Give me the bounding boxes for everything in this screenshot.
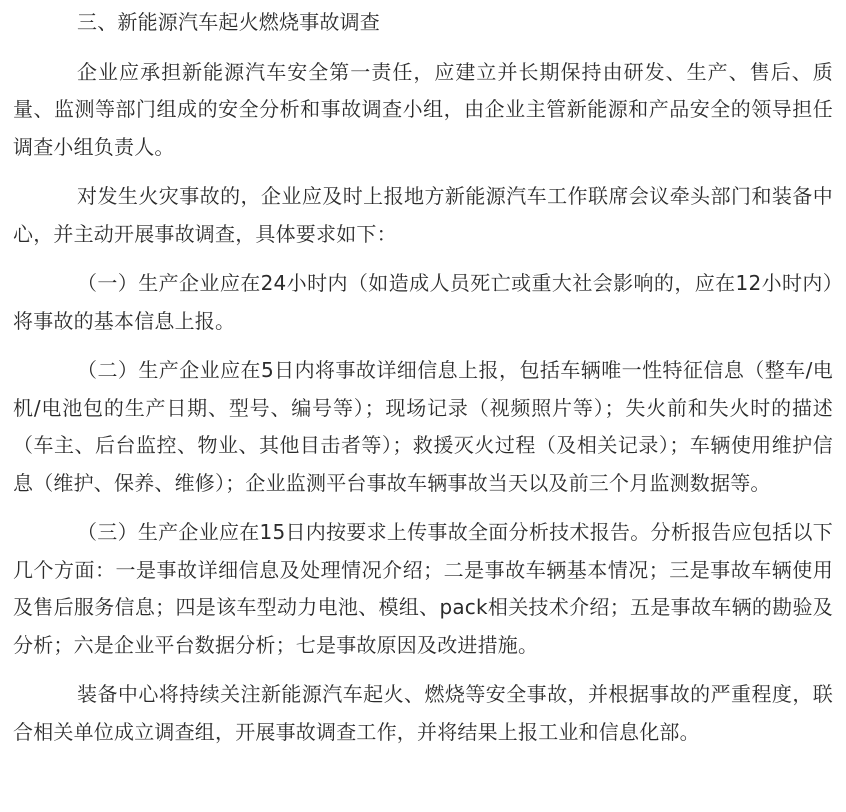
paragraph-requirement-1: （一）生产企业应在24小时内（如造成人员死亡或重大社会影响的，应在12小时内）将事故的基本信息上报。 <box>13 271 833 333</box>
paragraph-follow-up: 装备中心将持续关注新能源汽车起火、燃烧等安全事故，并根据事故的严重程度，联合相关单位成立调查组，开展事故调查工作，并将结果上报工业和信息化部。 <box>13 682 833 744</box>
article-body <box>13 4 833 751</box>
paragraph-requirement-3: （三）生产企业应在15日内按要求上传事故全面分析技术报告。分析报告应包括以下几个方面：一是事故详细信息及处理情况介绍；二是事故车辆基本情况；三是事故车辆使用及售后服务信息；四是该车型动力电池、模组、pack相关技术介绍；五是事故车辆的勘验及分析；六是企业平台数据分析；七是事故原因及改进措施。 <box>13 520 833 657</box>
paragraph-requirement-2: （二）生产企业应在5日内将事故详细信息上报，包括车辆唯一性特征信息（整车/电机/电池包的生产日期、型号、编号等）；现场记录（视频照片等）；失火前和失火时的描述（车主、后台监控、物业、其他目击者等）；救援灭火过程（及相关记录）；车辆使用维护信息（维护、保养、维修）；企业监测平台事故车辆事故当天以及前三个月监测数据等。 <box>13 358 833 495</box>
paragraph-responsibility: 企业应承担新能源汽车安全第一责任，应建立并长期保持由研发、生产、售后、质量、监测等部门组成的安全分析和事故调查小组，由企业主管新能源和产品安全的领导担任调查小组负责人。 <box>13 59 833 159</box>
paragraph-reporting-intro: 对发生火灾事故的，企业应及时上报地方新能源汽车工作联席会议牵头部门和装备中心，并主动开展事故调查，具体要求如下： <box>13 184 833 246</box>
section-heading: 三、新能源汽车起火燃烧事故调查 <box>77 10 380 34</box>
